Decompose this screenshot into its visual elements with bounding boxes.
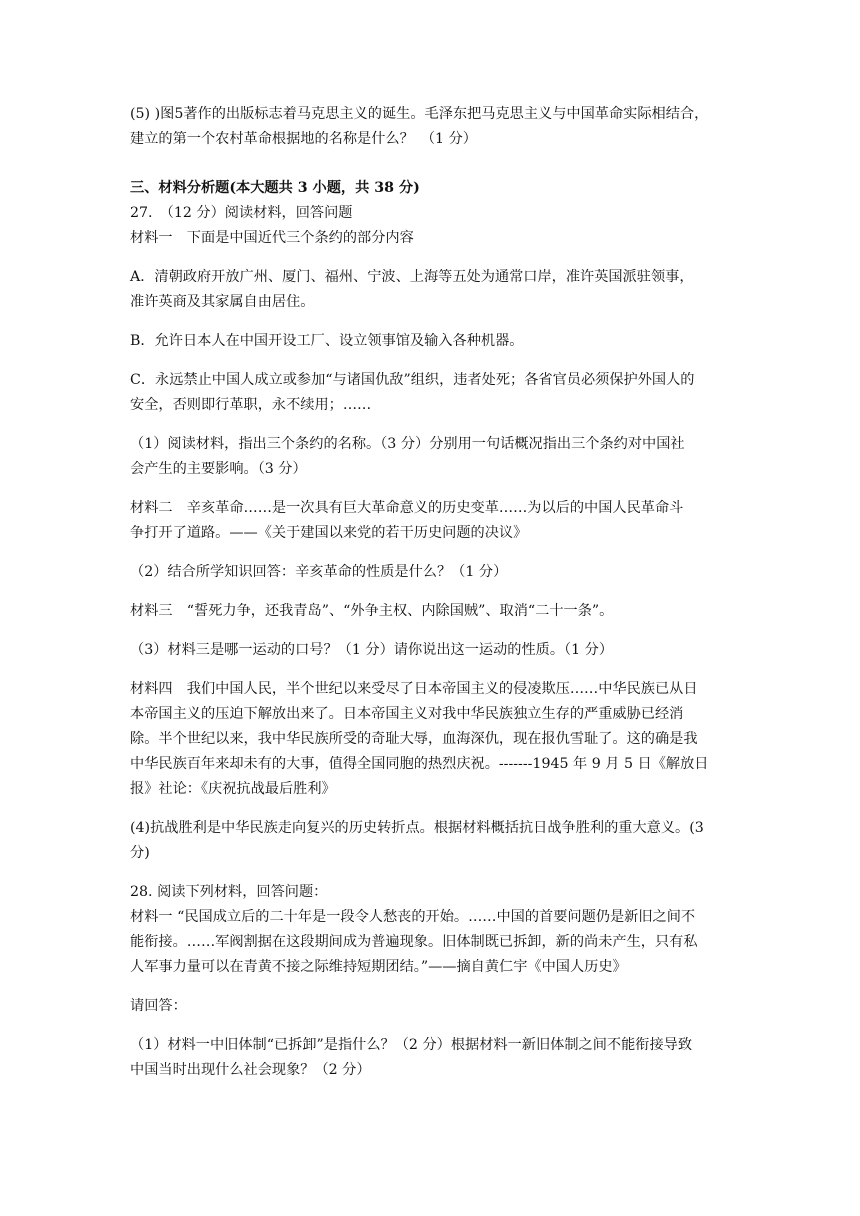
q27-option-c xyxy=(130,368,730,418)
q27-option-c-line-1: C．永远禁止中国人成立或参加“与诸国仇敌”组织，违者处死；各省官员必须保护外国人的 xyxy=(130,372,695,388)
question-28 xyxy=(130,880,730,1083)
q27-material4-line-1: 材料四 我们中国人民，半个世纪以来受尽了日本帝国主义的侵凌欺压……中华民族已从日 xyxy=(130,681,698,697)
q27-material-2 xyxy=(130,496,730,546)
section-3-heading: 三、材料分析题(本大题共 3 小题，共 38 分) xyxy=(130,180,420,196)
q27-material-4 xyxy=(130,677,730,802)
q27-sub-question-2: （2）结合所学知识回答：辛亥革命的性质是什么？（1 分） xyxy=(130,564,508,580)
q28-sub1-line-2: 中国当时出现什么社会现象？（2 分） xyxy=(130,1062,371,1078)
q28-intro: 28. 阅读下列材料，回答问题： xyxy=(130,884,328,900)
q5-line-1: (5) )图5著作的出版标志着马克思主义的诞生。毛泽东把马克思主义与中国革命实际相结合， xyxy=(130,106,709,122)
q27-sub-question-4 xyxy=(130,816,730,866)
q27-sub1-line-1: （1）阅读材料，指出三个条约的名称。（3 分）分别用一句话概况指出三个条约对中国社 xyxy=(130,436,685,452)
question-27 xyxy=(130,201,730,866)
q27-intro: 27. （12 分）阅读材料，回答问题 xyxy=(130,205,353,221)
q28-ask: 请回答： xyxy=(130,998,187,1014)
q28-material1-line-1: 材料一 “民国成立后的二十年是一段令人愁丧的开始。……中国的首要问题仍是新旧之间不 xyxy=(130,909,696,925)
q27-material2-line-1: 材料二 辛亥革命……是一次具有巨大革命意义的历史变革……为以后的中国人民革命斗 xyxy=(130,500,684,516)
q5-line-2: 建立的第一个农村革命根据地的名称是什么？ （1 分） xyxy=(130,131,477,147)
q27-option-c-line-2: 安全，否则即行革职，永不续用；…… xyxy=(130,397,372,413)
q27-material4-line-3: 除。半个世纪以来，我中华民族所受的奇耻大辱，血海深仇，现在报仇雪耻了。这的确是我 xyxy=(130,731,698,747)
q27-option-b: B．允许日本人在中国开设工厂、设立领事馆及输入各种机器。 xyxy=(130,333,524,349)
q27-material4-line-5: 报》社论：《庆祝抗战最后胜利》 xyxy=(130,781,336,797)
q27-option-a xyxy=(130,265,730,315)
q27-option-a-line-1: A．清朝政府开放广州、厦门、福州、宁波、上海等五处为通常口岸，准许英国派驻领事， xyxy=(130,269,694,285)
q27-sub4-line-1: (4)抗战胜利是中华民族走向复兴的历史转折点。根据材料概括抗日战争胜利的重大意义。(3 xyxy=(130,820,704,836)
q27-option-a-line-2: 准许英商及其家属自由居住。 xyxy=(130,294,315,310)
q27-sub4-line-2: 分) xyxy=(130,845,150,861)
q27-sub-question-1 xyxy=(130,432,730,482)
q27-sub-question-3: （3）材料三是哪一运动的口号？（1 分）请你说出这一运动的性质。（1 分） xyxy=(130,642,614,658)
q28-sub1-line-1: （1）材料一中旧体制“已拆卸”是指什么？（2 分）根据材料一新旧体制之间不能衔接导致 xyxy=(130,1037,693,1053)
question-5 xyxy=(130,102,730,152)
q27-material4-line-4: 中华民族百年来却未有的大事，值得全国同胞的热烈庆祝。-------1945 年 9 月 5 日《解放日 xyxy=(130,756,709,772)
q27-material2-line-2: 争打开了道路。——《关于建国以来党的若干历史问题的决议》 xyxy=(130,525,528,541)
exam-page xyxy=(130,102,730,1083)
q27-material-1-intro: 材料一 下面是中国近代三个条约的部分内容 xyxy=(130,230,414,246)
q28-material1-line-2: 能衔接。……军阀割据在这段期间成为普遍现象。旧体制既已拆卸，新的尚未产生，只有私 xyxy=(130,934,698,950)
q28-sub-question-1 xyxy=(130,1033,730,1083)
q28-material1-line-3: 人军事力量可以在青黄不接之际维持短期团结。”——摘自黄仁宇《中国人历史》 xyxy=(130,959,627,975)
q27-material4-line-2: 本帝国主义的压迫下解放出来了。日本帝国主义对我中华民族独立生存的严重威胁已经消 xyxy=(130,706,684,722)
q27-sub1-line-2: 会产生的主要影响。（3 分） xyxy=(130,461,307,477)
q27-material-3: 材料三 “誓死力争，还我青岛”、“外争主权、内除国贼”、取消“二十一条”。 xyxy=(130,603,614,619)
